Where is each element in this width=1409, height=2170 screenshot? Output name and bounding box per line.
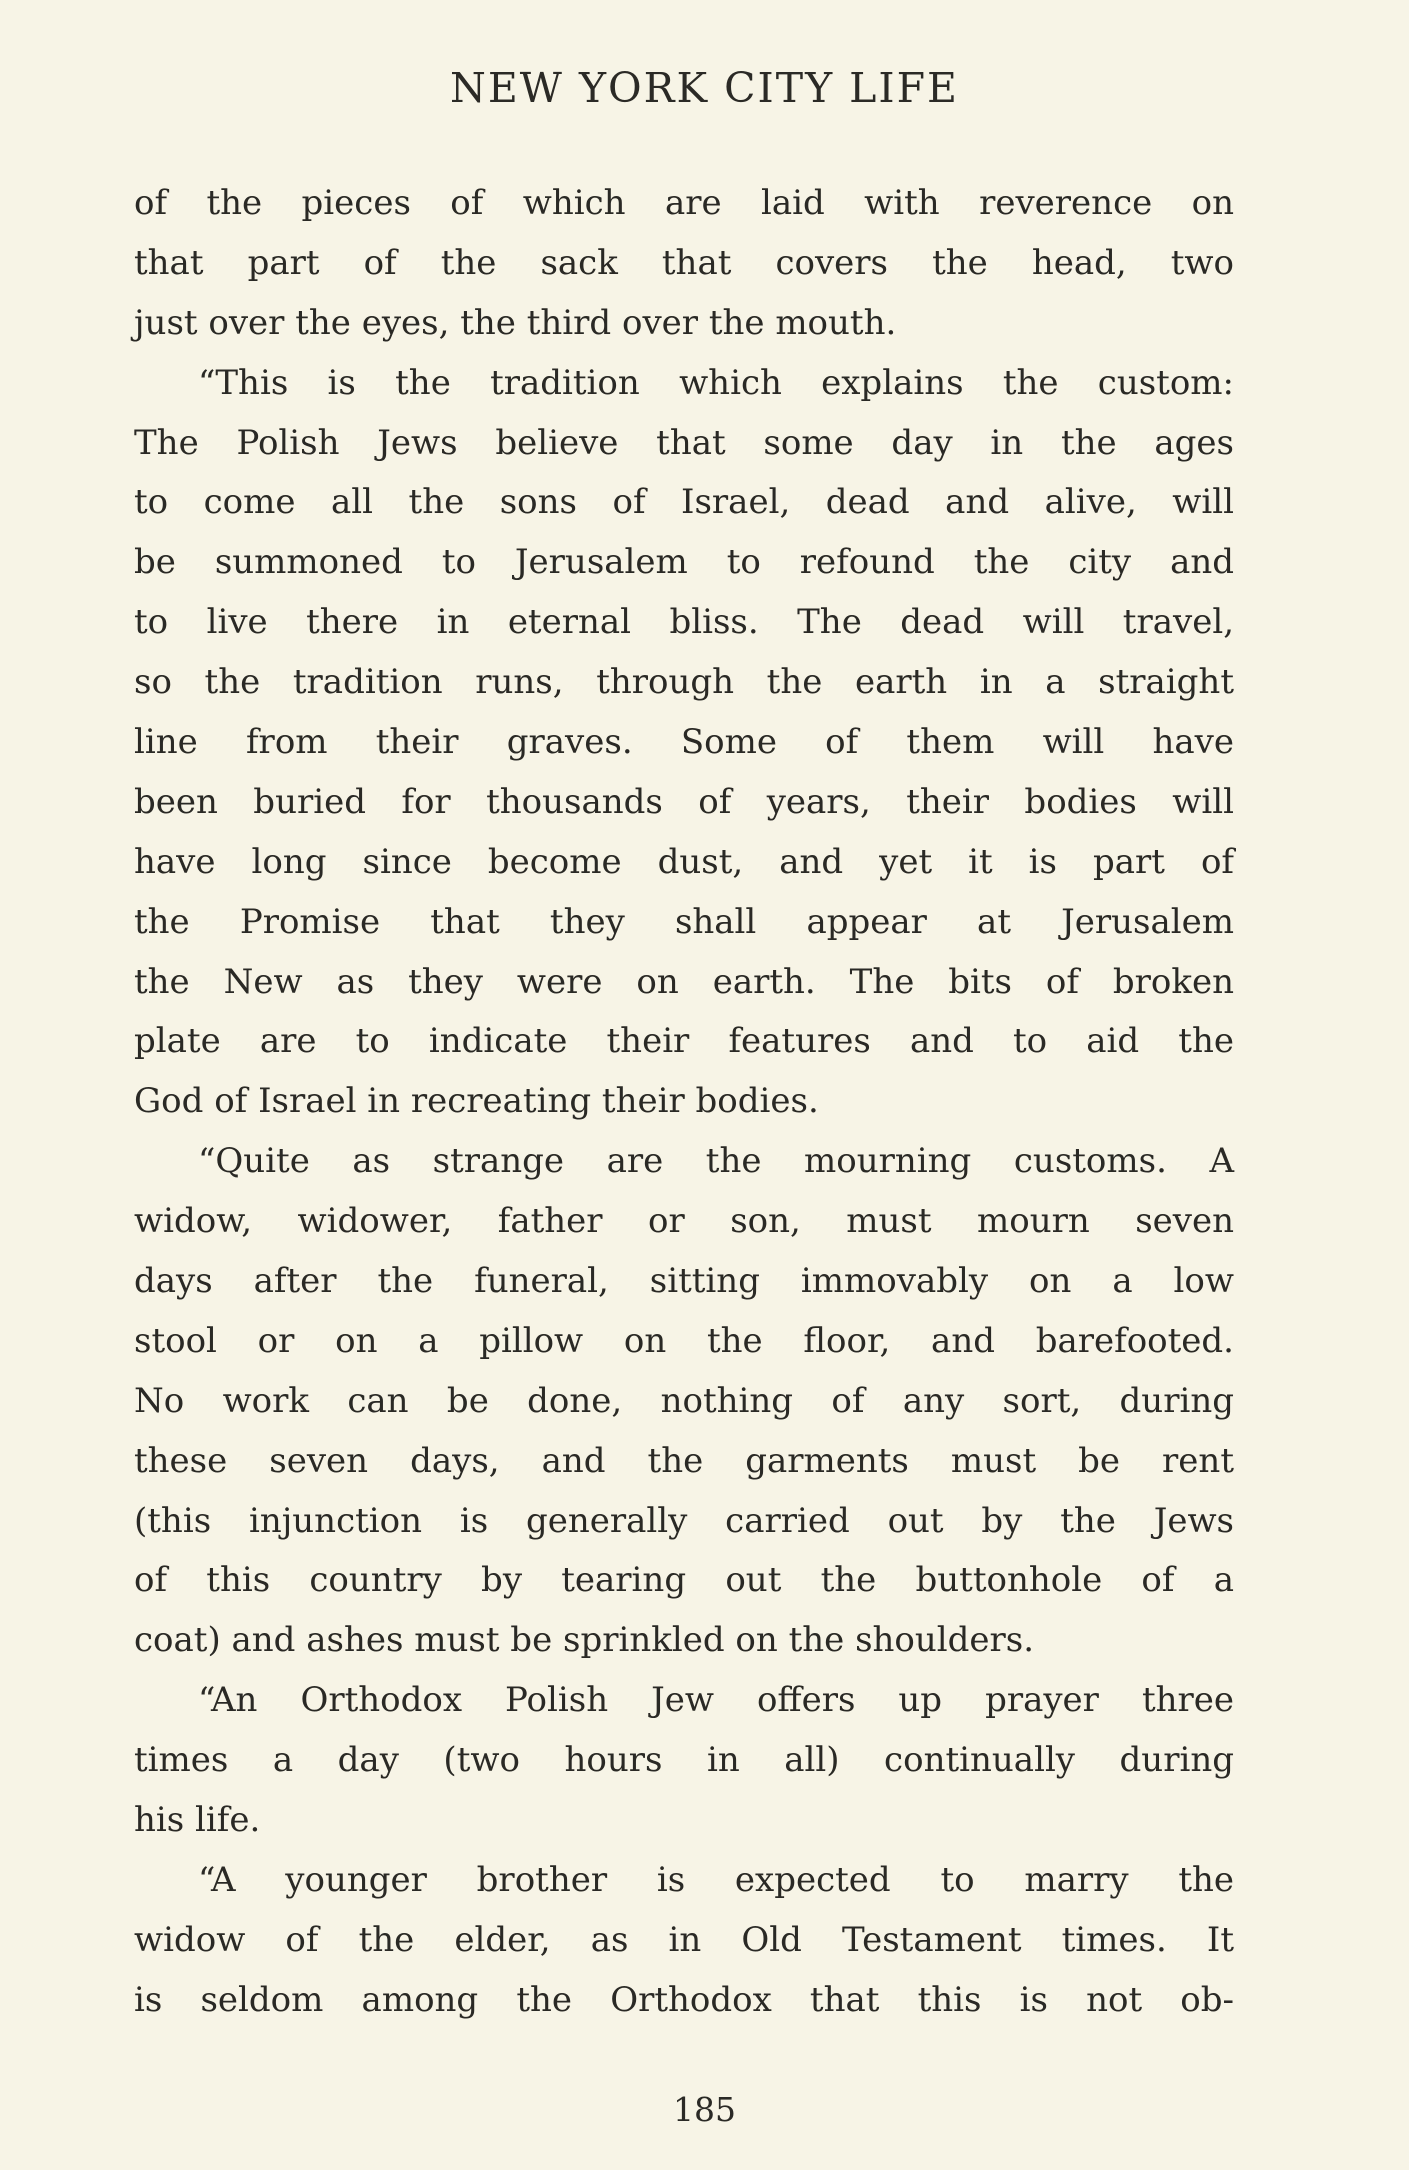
text-line: to live there in eternal bliss. The dead will travel, [134, 602, 1234, 643]
page-number: 185 [673, 2090, 736, 2129]
running-header: NEW YORK CITY LIFE [449, 64, 959, 112]
text-line: just over the eyes, the third over the mouth. [134, 302, 897, 343]
text-line: these seven days, and the garments must be rent [134, 1440, 1234, 1481]
body-text [134, 174, 1234, 2031]
text-line: God of Israel in recreating their bodies. [134, 1081, 819, 1122]
text-line: been buried for thousands of years, their bodies will [134, 781, 1234, 822]
text-line: times a day (two hours in all) continually during [134, 1740, 1234, 1781]
text-line: that part of the sack that covers the head, two [134, 242, 1234, 283]
text-line: “Quite as strange are the mourning customs. A [198, 1141, 1234, 1182]
text-line: widow of the elder, as in Old Testament times. It [134, 1919, 1234, 1960]
text-line: be summoned to Jerusalem to refound the city and [134, 542, 1234, 583]
text-line: No work can be done, nothing of any sort, during [134, 1380, 1234, 1421]
text-line: so the tradition runs, through the earth in a straight [134, 662, 1234, 703]
text-line: line from their graves. Some of them will have [134, 722, 1234, 763]
text-line: days after the funeral, sitting immovably on a low [134, 1261, 1234, 1302]
text-line: plate are to indicate their features and to aid the [134, 1021, 1234, 1062]
text-line: The Polish Jews believe that some day in the ages [134, 422, 1234, 463]
text-line: the New as they were on earth. The bits of broken [134, 961, 1234, 1002]
text-line: the Promise that they shall appear at Jerusalem [134, 901, 1234, 942]
text-line: to come all the sons of Israel, dead and alive, will [134, 482, 1234, 523]
text-line: “This is the tradition which explains the custom: [198, 362, 1234, 403]
text-line: widow, widower, father or son, must mourn seven [134, 1201, 1234, 1242]
text-line: “A younger brother is expected to marry the [198, 1859, 1234, 1900]
text-line: “An Orthodox Polish Jew offers up prayer three [198, 1680, 1234, 1721]
text-line: of this country by tearing out the buttonhole of a [134, 1560, 1234, 1601]
text-line: (this injunction is generally carried out by the Jews [134, 1500, 1234, 1541]
text-line: coat) and ashes must be sprinkled on the shoulders. [134, 1620, 1035, 1661]
text-line: his life. [134, 1800, 261, 1841]
text-line: stool or on a pillow on the floor, and barefooted. [134, 1320, 1234, 1361]
text-line: is seldom among the Orthodox that this is not ob- [134, 1979, 1234, 2020]
text-line: of the pieces of which are laid with reverence on [134, 183, 1234, 223]
text-line: have long since become dust, and yet it is part of [134, 841, 1234, 882]
